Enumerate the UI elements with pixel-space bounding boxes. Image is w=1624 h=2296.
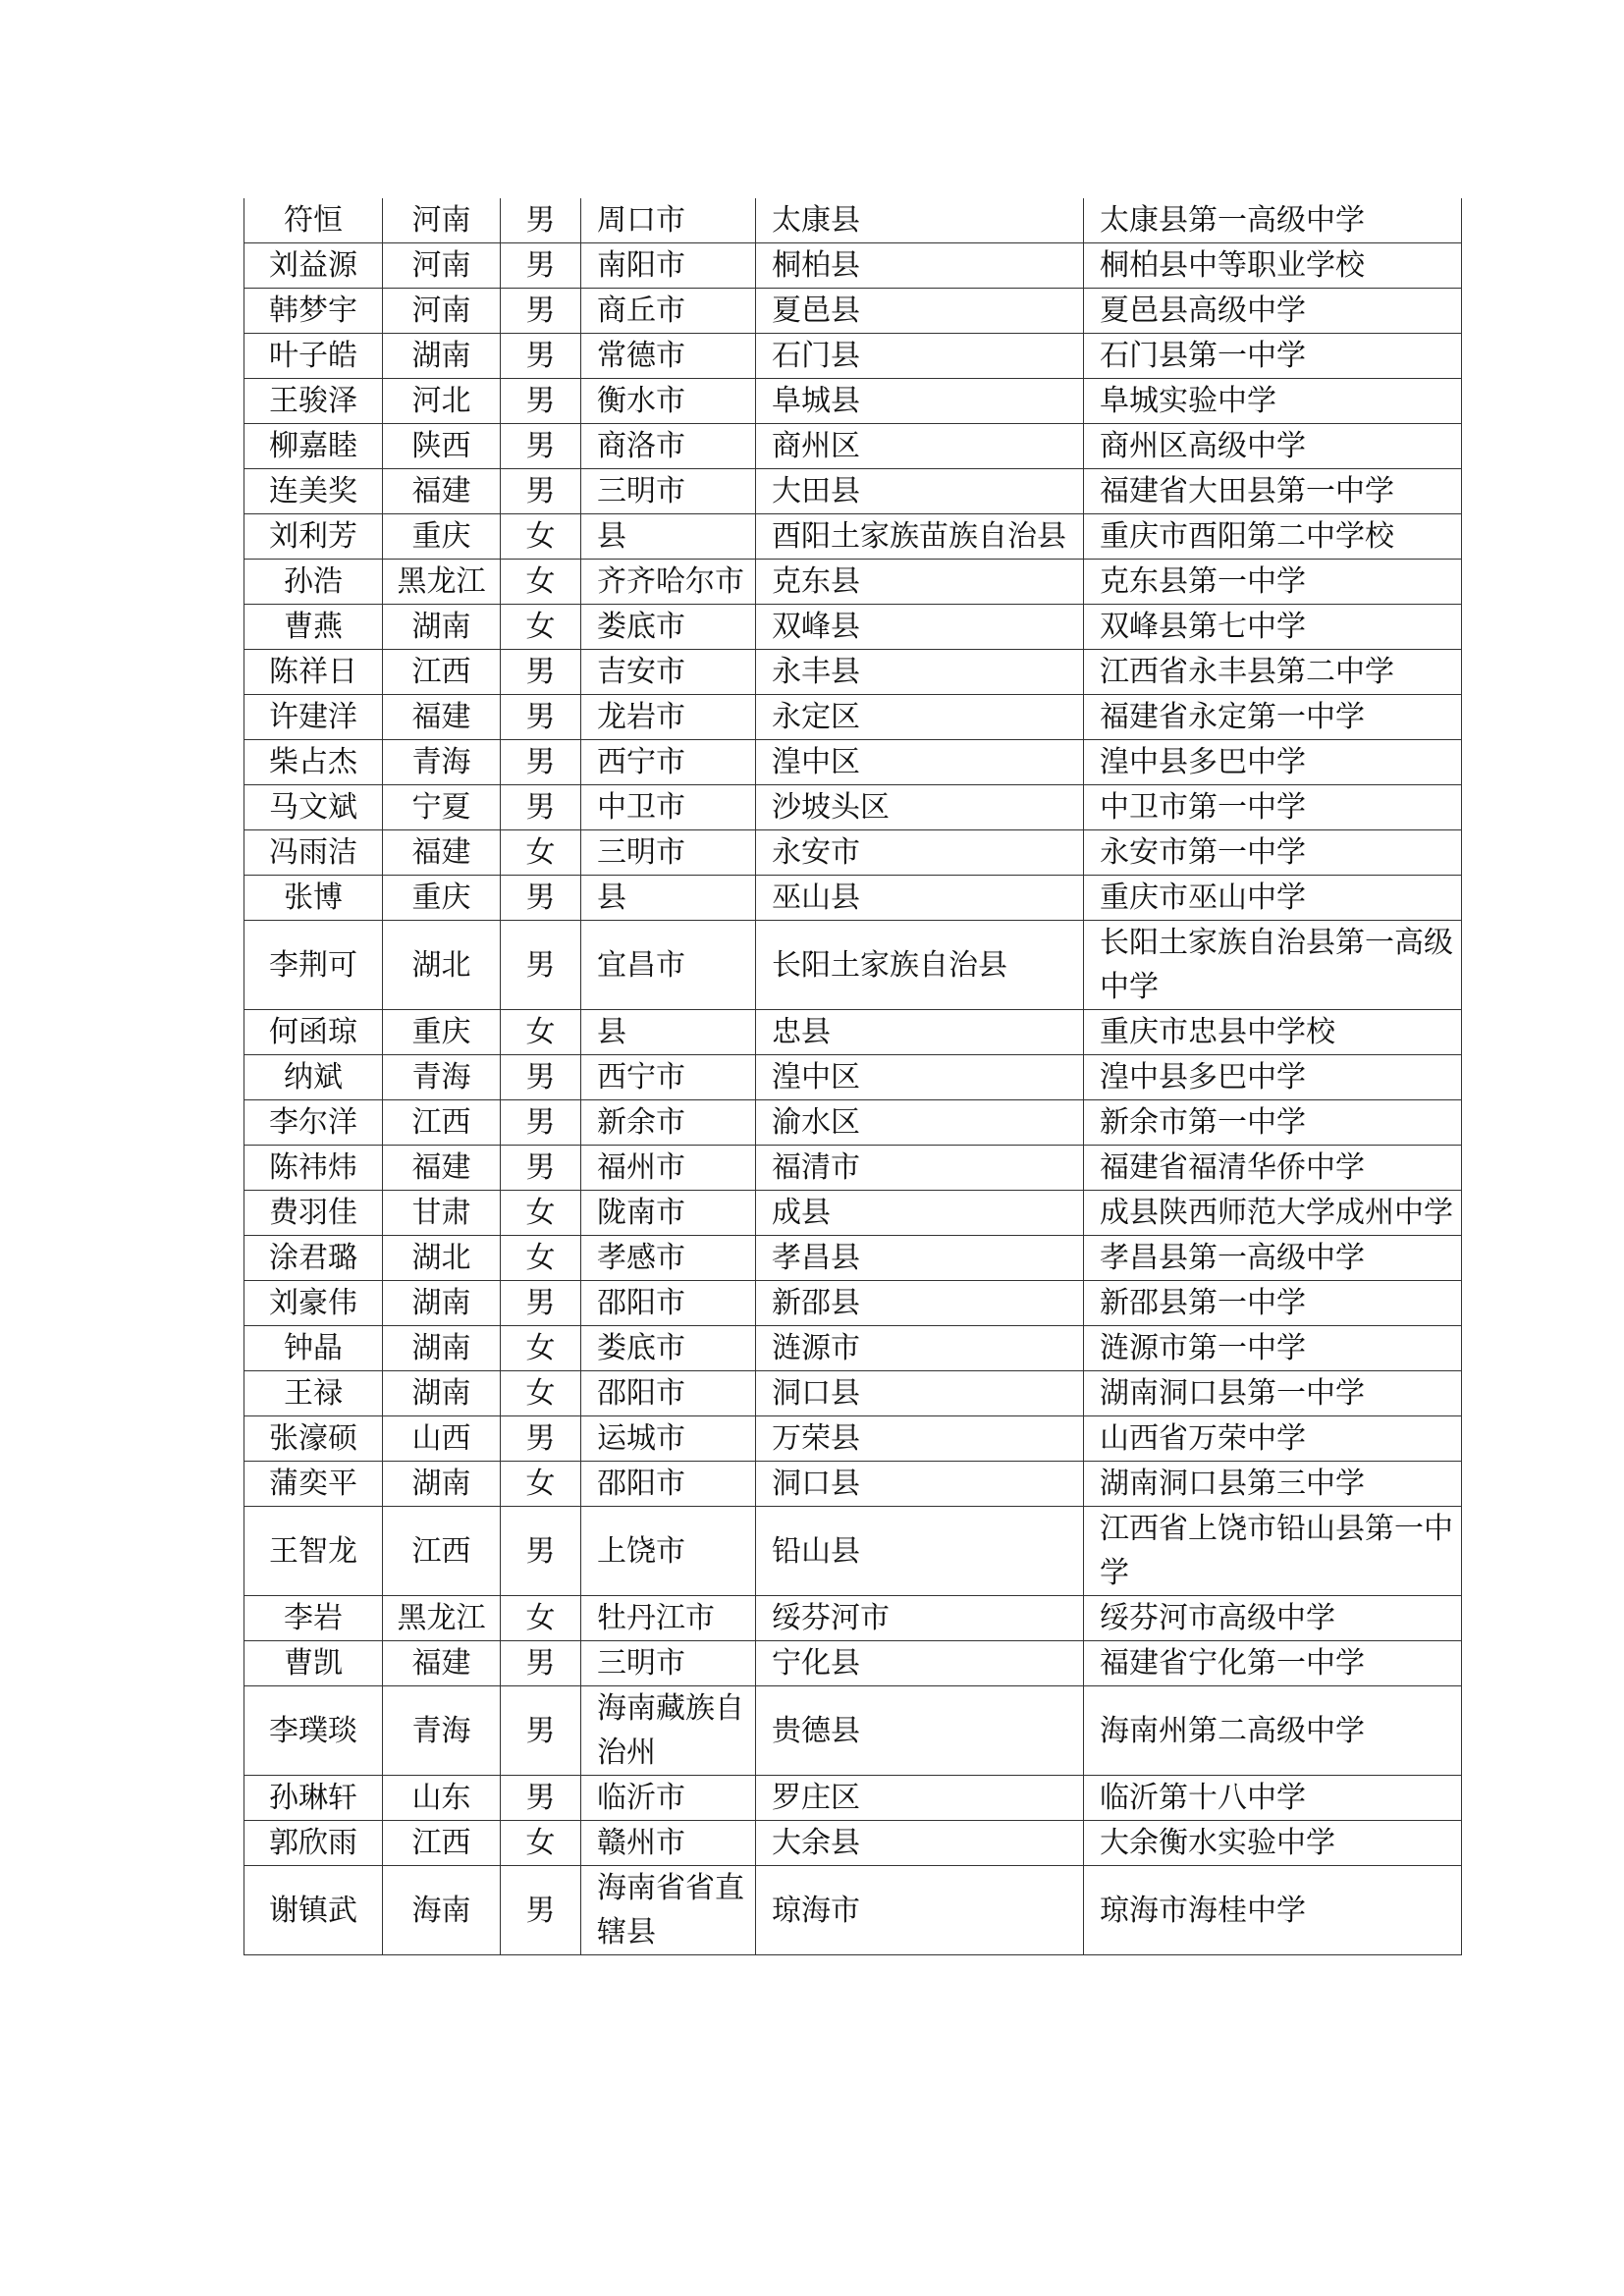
name-cell: 费羽佳 [244,1191,383,1236]
table-row [244,1281,1462,1326]
school-cell: 涟源市第一中学 [1084,1326,1462,1371]
name-cell: 许建洋 [244,695,383,740]
school-cell: 石门县第一中学 [1084,334,1462,379]
county-cell: 湟中区 [756,740,1084,785]
county-cell: 太康县 [756,198,1084,243]
gender-cell: 女 [501,560,581,605]
name-cell: 钟晶 [244,1326,383,1371]
gender-cell: 女 [501,605,581,650]
gender-cell: 男 [501,650,581,695]
name-cell: 陈祎炜 [244,1146,383,1191]
county-cell: 永安市 [756,830,1084,876]
school-cell: 孝昌县第一高级中学 [1084,1236,1462,1281]
province-cell: 湖北 [383,921,501,1010]
county-cell: 宁化县 [756,1641,1084,1686]
name-cell: 李璞琰 [244,1686,383,1776]
school-cell: 山西省万荣中学 [1084,1416,1462,1462]
name-cell: 刘豪伟 [244,1281,383,1326]
table-row [244,695,1462,740]
city-cell: 三明市 [581,1641,756,1686]
name-cell: 符恒 [244,198,383,243]
name-cell: 马文斌 [244,785,383,830]
county-cell: 阜城县 [756,379,1084,424]
province-cell: 江西 [383,650,501,695]
student-table [244,198,1462,1955]
name-cell: 韩梦宇 [244,289,383,334]
school-cell: 太康县第一高级中学 [1084,198,1462,243]
city-cell: 西宁市 [581,740,756,785]
school-cell: 桐柏县中等职业学校 [1084,243,1462,289]
table-row [244,1686,1462,1776]
table-row [244,1462,1462,1507]
school-cell: 克东县第一中学 [1084,560,1462,605]
gender-cell: 男 [501,1146,581,1191]
gender-cell: 男 [501,921,581,1010]
table-row [244,1596,1462,1641]
gender-cell: 女 [501,514,581,560]
table-row [244,424,1462,469]
province-cell: 福建 [383,830,501,876]
city-cell: 县 [581,876,756,921]
city-cell: 娄底市 [581,1326,756,1371]
name-cell: 涂君璐 [244,1236,383,1281]
school-cell: 福建省大田县第一中学 [1084,469,1462,514]
name-cell: 曹燕 [244,605,383,650]
gender-cell: 女 [501,1462,581,1507]
name-cell: 李荆可 [244,921,383,1010]
name-cell: 叶子皓 [244,334,383,379]
school-cell: 重庆市巫山中学 [1084,876,1462,921]
province-cell: 重庆 [383,1010,501,1055]
city-cell: 中卫市 [581,785,756,830]
county-cell: 湟中区 [756,1055,1084,1100]
gender-cell: 男 [501,289,581,334]
province-cell: 江西 [383,1821,501,1866]
gender-cell: 男 [501,469,581,514]
school-cell: 琼海市海桂中学 [1084,1866,1462,1955]
name-cell: 曹凯 [244,1641,383,1686]
school-cell: 新邵县第一中学 [1084,1281,1462,1326]
name-cell: 连美奖 [244,469,383,514]
school-cell: 湟中县多巴中学 [1084,740,1462,785]
county-cell: 长阳土家族自治县 [756,921,1084,1010]
table-row [244,1326,1462,1371]
table-row [244,921,1462,1010]
school-cell: 福建省宁化第一中学 [1084,1641,1462,1686]
gender-cell: 女 [501,1191,581,1236]
school-cell: 夏邑县高级中学 [1084,289,1462,334]
county-cell: 永定区 [756,695,1084,740]
city-cell: 西宁市 [581,1055,756,1100]
province-cell: 重庆 [383,514,501,560]
table-row [244,1641,1462,1686]
gender-cell: 男 [501,1100,581,1146]
school-cell: 阜城实验中学 [1084,379,1462,424]
city-cell: 孝感市 [581,1236,756,1281]
school-cell: 湖南洞口县第三中学 [1084,1462,1462,1507]
gender-cell: 女 [501,1236,581,1281]
province-cell: 福建 [383,1641,501,1686]
name-cell: 冯雨洁 [244,830,383,876]
city-cell: 赣州市 [581,1821,756,1866]
table-row [244,560,1462,605]
city-cell: 三明市 [581,830,756,876]
name-cell: 王禄 [244,1371,383,1416]
gender-cell: 男 [501,243,581,289]
county-cell: 桐柏县 [756,243,1084,289]
county-cell: 沙坡头区 [756,785,1084,830]
school-cell: 成县陕西师范大学成州中学 [1084,1191,1462,1236]
city-cell: 周口市 [581,198,756,243]
table-row [244,469,1462,514]
city-cell: 娄底市 [581,605,756,650]
school-cell: 福建省福清华侨中学 [1084,1146,1462,1191]
city-cell: 南阳市 [581,243,756,289]
city-cell: 邵阳市 [581,1462,756,1507]
table-row [244,785,1462,830]
name-cell: 谢镇武 [244,1866,383,1955]
province-cell: 山东 [383,1776,501,1821]
gender-cell: 男 [501,1055,581,1100]
province-cell: 湖南 [383,605,501,650]
province-cell: 宁夏 [383,785,501,830]
province-cell: 黑龙江 [383,1596,501,1641]
school-cell: 重庆市忠县中学校 [1084,1010,1462,1055]
city-cell: 三明市 [581,469,756,514]
school-cell: 商州区高级中学 [1084,424,1462,469]
table-row [244,243,1462,289]
county-cell: 大田县 [756,469,1084,514]
school-cell: 双峰县第七中学 [1084,605,1462,650]
province-cell: 福建 [383,1146,501,1191]
table-body [244,198,1462,1955]
county-cell: 涟源市 [756,1326,1084,1371]
province-cell: 山西 [383,1416,501,1462]
city-cell: 邵阳市 [581,1371,756,1416]
province-cell: 湖南 [383,1326,501,1371]
name-cell: 蒲奕平 [244,1462,383,1507]
table-row [244,289,1462,334]
school-cell: 长阳土家族自治县第一高级中学 [1084,921,1462,1010]
table-row [244,1507,1462,1596]
table-row [244,1371,1462,1416]
name-cell: 柴占杰 [244,740,383,785]
school-cell: 新余市第一中学 [1084,1100,1462,1146]
county-cell: 铅山县 [756,1507,1084,1596]
province-cell: 陕西 [383,424,501,469]
school-cell: 大余衡水实验中学 [1084,1821,1462,1866]
county-cell: 大余县 [756,1821,1084,1866]
county-cell: 万荣县 [756,1416,1084,1462]
county-cell: 新邵县 [756,1281,1084,1326]
table-row [244,1866,1462,1955]
province-cell: 湖南 [383,1281,501,1326]
province-cell: 江西 [383,1100,501,1146]
city-cell: 县 [581,1010,756,1055]
gender-cell: 女 [501,830,581,876]
gender-cell: 女 [501,1596,581,1641]
name-cell: 陈祥日 [244,650,383,695]
county-cell: 忠县 [756,1010,1084,1055]
province-cell: 青海 [383,1055,501,1100]
table-row [244,1236,1462,1281]
city-cell: 海南省省直辖县 [581,1866,756,1955]
name-cell: 刘益源 [244,243,383,289]
gender-cell: 男 [501,740,581,785]
city-cell: 齐齐哈尔市 [581,560,756,605]
school-cell: 绥芬河市高级中学 [1084,1596,1462,1641]
gender-cell: 女 [501,1371,581,1416]
county-cell: 克东县 [756,560,1084,605]
county-cell: 双峰县 [756,605,1084,650]
city-cell: 衡水市 [581,379,756,424]
county-cell: 酉阳土家族苗族自治县 [756,514,1084,560]
name-cell: 郭欣雨 [244,1821,383,1866]
gender-cell: 男 [501,1507,581,1596]
province-cell: 江西 [383,1507,501,1596]
city-cell: 龙岩市 [581,695,756,740]
name-cell: 孙浩 [244,560,383,605]
gender-cell: 男 [501,334,581,379]
gender-cell: 男 [501,424,581,469]
city-cell: 临沂市 [581,1776,756,1821]
city-cell: 上饶市 [581,1507,756,1596]
gender-cell: 男 [501,1641,581,1686]
county-cell: 福清市 [756,1146,1084,1191]
city-cell: 常德市 [581,334,756,379]
province-cell: 福建 [383,469,501,514]
name-cell: 孙琳轩 [244,1776,383,1821]
school-cell: 重庆市酉阳第二中学校 [1084,514,1462,560]
school-cell: 海南州第二高级中学 [1084,1686,1462,1776]
county-cell: 罗庄区 [756,1776,1084,1821]
gender-cell: 女 [501,1010,581,1055]
school-cell: 中卫市第一中学 [1084,785,1462,830]
province-cell: 湖南 [383,1462,501,1507]
table-row [244,1416,1462,1462]
table-row [244,876,1462,921]
city-cell: 福州市 [581,1146,756,1191]
name-cell: 柳嘉睦 [244,424,383,469]
school-cell: 江西省上饶市铅山县第一中学 [1084,1507,1462,1596]
county-cell: 绥芬河市 [756,1596,1084,1641]
province-cell: 甘肃 [383,1191,501,1236]
name-cell: 王骏泽 [244,379,383,424]
county-cell: 永丰县 [756,650,1084,695]
county-cell: 夏邑县 [756,289,1084,334]
name-cell: 王智龙 [244,1507,383,1596]
name-cell: 张博 [244,876,383,921]
name-cell: 李岩 [244,1596,383,1641]
province-cell: 海南 [383,1866,501,1955]
name-cell: 纳斌 [244,1055,383,1100]
school-cell: 福建省永定第一中学 [1084,695,1462,740]
city-cell: 牡丹江市 [581,1596,756,1641]
table-row [244,1821,1462,1866]
province-cell: 河南 [383,243,501,289]
gender-cell: 男 [501,785,581,830]
province-cell: 河南 [383,198,501,243]
table-row [244,1146,1462,1191]
county-cell: 成县 [756,1191,1084,1236]
city-cell: 县 [581,514,756,560]
province-cell: 湖南 [383,1371,501,1416]
school-cell: 永安市第一中学 [1084,830,1462,876]
city-cell: 商丘市 [581,289,756,334]
city-cell: 陇南市 [581,1191,756,1236]
table-row [244,1010,1462,1055]
gender-cell: 男 [501,876,581,921]
county-cell: 洞口县 [756,1462,1084,1507]
gender-cell: 男 [501,1776,581,1821]
gender-cell: 男 [501,1866,581,1955]
city-cell: 海南藏族自治州 [581,1686,756,1776]
gender-cell: 男 [501,695,581,740]
province-cell: 重庆 [383,876,501,921]
table-row [244,1191,1462,1236]
county-cell: 孝昌县 [756,1236,1084,1281]
gender-cell: 男 [501,1686,581,1776]
county-cell: 石门县 [756,334,1084,379]
city-cell: 宜昌市 [581,921,756,1010]
table-row [244,334,1462,379]
gender-cell: 男 [501,198,581,243]
gender-cell: 男 [501,1281,581,1326]
city-cell: 新余市 [581,1100,756,1146]
school-cell: 湖南洞口县第一中学 [1084,1371,1462,1416]
table-row [244,1776,1462,1821]
province-cell: 青海 [383,1686,501,1776]
province-cell: 湖北 [383,1236,501,1281]
county-cell: 商州区 [756,424,1084,469]
county-cell: 洞口县 [756,1371,1084,1416]
city-cell: 商洛市 [581,424,756,469]
table-row [244,379,1462,424]
county-cell: 贵德县 [756,1686,1084,1776]
province-cell: 河南 [383,289,501,334]
province-cell: 湖南 [383,334,501,379]
province-cell: 黑龙江 [383,560,501,605]
table-row [244,1100,1462,1146]
gender-cell: 男 [501,1416,581,1462]
school-cell: 临沂第十八中学 [1084,1776,1462,1821]
table-row [244,198,1462,243]
name-cell: 刘利芳 [244,514,383,560]
city-cell: 运城市 [581,1416,756,1462]
gender-cell: 女 [501,1326,581,1371]
city-cell: 吉安市 [581,650,756,695]
table-row [244,514,1462,560]
county-cell: 渝水区 [756,1100,1084,1146]
table-row [244,740,1462,785]
city-cell: 邵阳市 [581,1281,756,1326]
gender-cell: 男 [501,379,581,424]
name-cell: 张濠硕 [244,1416,383,1462]
county-cell: 巫山县 [756,876,1084,921]
province-cell: 青海 [383,740,501,785]
table-row [244,830,1462,876]
county-cell: 琼海市 [756,1866,1084,1955]
name-cell: 何函琼 [244,1010,383,1055]
school-cell: 湟中县多巴中学 [1084,1055,1462,1100]
school-cell: 江西省永丰县第二中学 [1084,650,1462,695]
name-cell: 李尔洋 [244,1100,383,1146]
table-row [244,605,1462,650]
province-cell: 河北 [383,379,501,424]
table-row [244,1055,1462,1100]
province-cell: 福建 [383,695,501,740]
gender-cell: 女 [501,1821,581,1866]
table-row [244,650,1462,695]
